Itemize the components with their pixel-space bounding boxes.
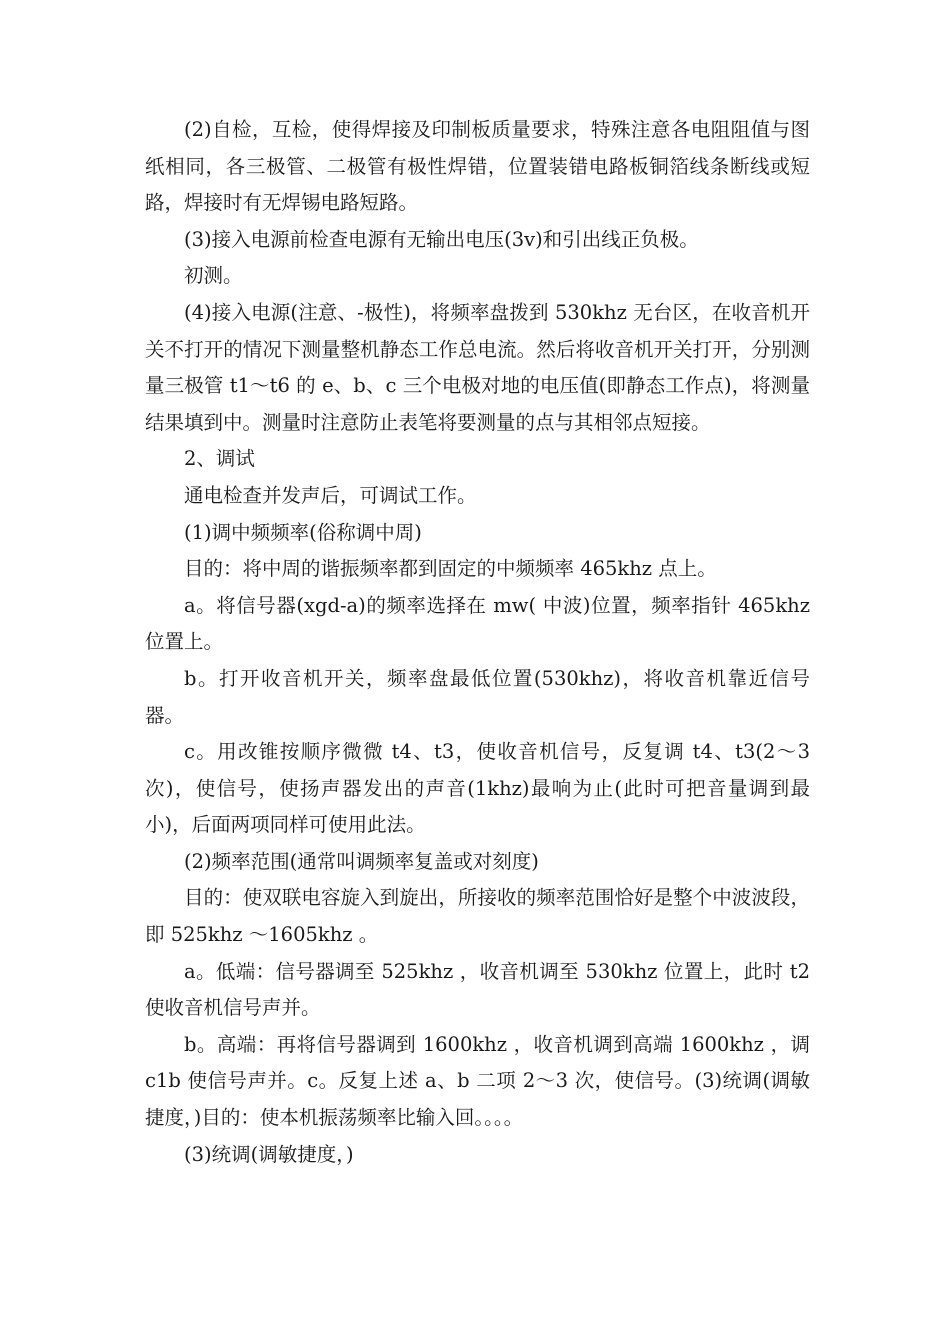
paragraph: 初测。: [184, 264, 243, 288]
section-heading: 2、调试: [184, 447, 255, 471]
paragraph: b。打开收音机开关，频率盘最低位置(530khz)，将收音机靠近信号器。: [145, 666, 810, 727]
paragraph: a。将信号器(xgd-a)的频率选择在 mw( 中波)位置，频率指针 465khz 位置上。: [145, 593, 810, 654]
paragraph: b。高端：再将信号器调到 1600khz ，收音机调到高端 1600khz ，调 c1b 使信号声并。c。反复上述 a、b 二项 2～3 次，使信号。(3)统调(调敏捷度，)目的：使本机振荡频率比输入回。。。。: [145, 1032, 810, 1130]
paragraph: 目的：将中周的谐振频率都到固定的中频频率 465khz 点上。: [184, 557, 717, 581]
paragraph: a。低端：信号器调至 525khz ，收音机调至 530khz 位置上，此时 t2 使收音机信号声并。: [145, 959, 810, 1020]
paragraph: (2)自检，互检，使得焊接及印制板质量要求，特殊注意各电阻阻值与图纸相同，各三极管、二极管有极性焊错，位置装错电路板铜箔线条断线或短路，焊接时有无焊锡电路短路。: [145, 118, 810, 215]
document-body: [145, 112, 810, 1173]
subsection-heading: (1)调中频频率(俗称调中周): [184, 520, 422, 544]
paragraph: 目的：使双联电容旋入到旋出，所接收的频率范围恰好是整个中波波段，即 525khz ～1605khz 。: [145, 886, 810, 947]
paragraph: (4)接入电源(注意、-极性)，将频率盘拨到 530khz 无台区，在收音机开关不打开的情况下测量整机静态工作总电流。然后将收音机开关打开，分别测量三极管 t1～t6 的 e、b、c 三个电极对地的电压值(即静态工作点)，将测量结果填到中。测量时注意防止表笔将要测量的点与其相邻点短接。: [145, 300, 810, 434]
paragraph: 通电检查并发声后，可调试工作。: [184, 483, 477, 507]
paragraph: (3)接入电源前检查电源有无输出电压(3v)和引出线正负极。: [184, 227, 699, 251]
subsection-heading: (2)频率范围(通常叫调频率复盖或对刻度): [184, 849, 539, 873]
paragraph: c。用改锥按顺序微微 t4、t3，使收音机信号，反复调 t4、t3(2～3 次)，使信号，使扬声器发出的声音(1khz)最响为止(此时可把音量调到最小)，后面两项同样可使用此法。: [145, 740, 810, 837]
subsection-heading: (3)统调(调敏捷度，): [184, 1142, 354, 1166]
